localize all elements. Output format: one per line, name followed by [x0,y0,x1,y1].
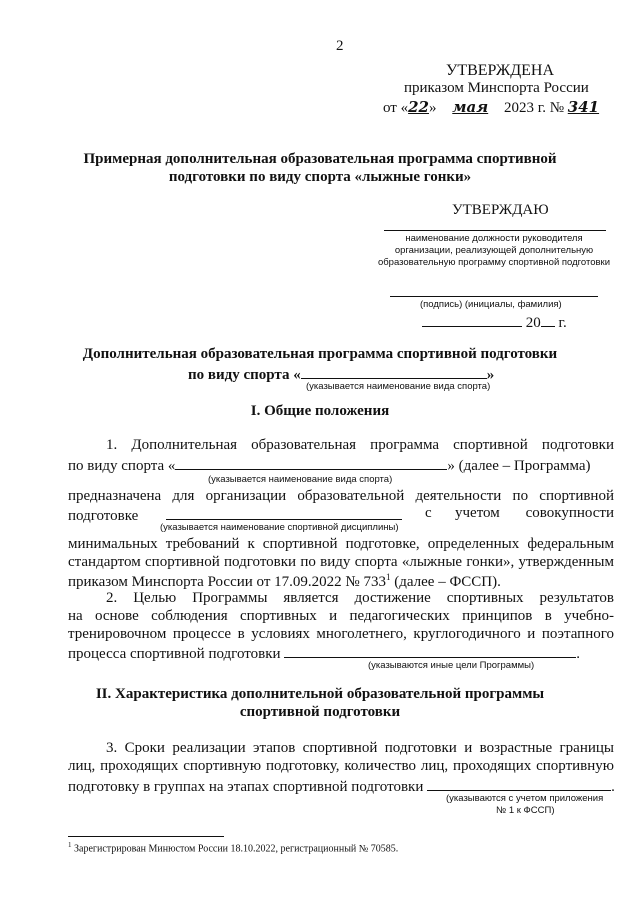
p2-line4-prefix: процесса спортивной подготовки [68,646,281,662]
program-title-suffix: » [486,367,495,383]
approval-order-number: 341 [567,98,600,116]
doc-title-line2: подготовки по виду спорта «лыжные гонки» [168,169,472,185]
approve-caption-3: образовательную программу спортивной подготовки [377,257,611,268]
signature-caption: (подпись) (инициалы, фамилия) [420,299,562,310]
approve-caption-1: наименование должности руководителя [405,233,583,244]
section2-heading-line2: спортивной подготовки [239,704,401,720]
p3-caption-1: (указываются с учетом приложения [446,793,604,804]
p3-line3-prefix: подготовку в группах на этапах спортивной подготовки [68,779,424,795]
p1-footnote-ref: 1 [385,572,391,582]
p1-line5: минимальных требований к спортивной подготовке, определенных федеральным [68,536,614,552]
p1-line7-end: (далее – ФССП). [390,574,501,590]
footnote-number: 1 [68,841,72,849]
approve-date-blank [422,312,522,327]
page-number: 2 [336,38,344,54]
program-title-caption: (указывается наименование вида спорта) [306,381,491,392]
footnote-text: Зарегистрирован Минюстом России 18.10.2022, регистрационный № 70585. [71,843,399,855]
approve-caption-2: организации, реализующей дополнительную [394,245,594,256]
p1-sport-blank [175,455,447,470]
p2-line3: тренировочном процессе в условиях многолетнего, круглогодичного и поэтапного [68,626,614,642]
p1-caption-1: (указывается наименование вида спорта) [208,474,393,485]
p1-line3: предназначена для организации образовательной деятельности по спортивной [68,488,614,504]
p1-line4-with: с [425,505,432,521]
approve-year-blank [541,312,555,327]
p3-groups-blank [427,776,611,791]
section2-heading-line1: II. Характеристика дополнительной образовательной программы [95,686,545,702]
program-title-line1: Дополнительная образовательная программа спортивной подготовки [82,346,558,362]
p1-line4-prefix: подготовке [68,508,139,524]
footnote [68,841,398,854]
p1-line2 [68,455,591,475]
p1-line2-prefix: по виду спорта « [68,458,176,474]
footnote-separator [68,836,224,837]
p1-line2-suffix: » (далее – Программа) [447,458,591,474]
approval-day: 22 [408,98,429,116]
p3-line3-end: . [611,779,615,795]
p2-caption: (указываются иные цели Программы) [368,660,535,671]
approve-date-year: 20 [525,315,541,331]
doc-title-line1: Примерная дополнительная образовательная программа спортивной [83,151,557,167]
approval-year-number: 2023 г. № [503,100,565,116]
p1-line6: стандартом спортивной подготовки по виду спорта «лыжные гонки», утвержденным [68,554,614,570]
approve-position-line [384,230,606,231]
program-title-prefix: по виду спорта « [188,367,301,383]
section1-heading: I. Общие положения [250,403,390,419]
p1-discipline-blank [166,505,402,520]
approve-date-end: г. [558,315,567,331]
signature-line [390,296,598,297]
p1-line1: 1. Дополнительная образовательная программа спортивной подготовки [106,437,614,453]
p1-line7-text: приказом Минспорта России от 17.09.2022 № 733 [68,574,386,590]
p3-caption-2: № 1 к ФССП) [496,805,555,816]
approve-date-line [422,312,567,332]
p1-line7 [68,572,501,591]
approval-date-prefix: от « [383,100,409,116]
p1-caption-2: (указывается наименование спортивной дисциплины) [160,522,399,533]
approval-day-suffix: » [428,100,437,116]
p2-line4-end: . [576,646,581,662]
approval-month: мая [452,98,489,116]
approval-title: УТВЕРЖДЕНА [446,62,555,79]
p3-line1: 3. Сроки реализации этапов спортивной подготовки и возрастные границы [106,740,614,756]
p2-line1: 2. Целью Программы является достижение спортивных результатов [106,590,614,606]
approve-title: УТВЕРЖДАЮ [452,202,549,218]
approval-date-line [383,98,599,117]
approval-order-line: приказом Минспорта России [404,80,589,96]
p3-line2: лиц, проходящих спортивную подготовку, количество лиц, проходящих спортивную [68,758,614,774]
p1-line4-end: совокупности [525,505,614,521]
p2-line2: на основе соблюдения спортивных и педагогических принципов в учебно- [68,608,614,624]
program-sport-blank [301,364,487,379]
p1-line4-taking: учетом [455,505,500,521]
p2-goals-blank [284,643,576,658]
